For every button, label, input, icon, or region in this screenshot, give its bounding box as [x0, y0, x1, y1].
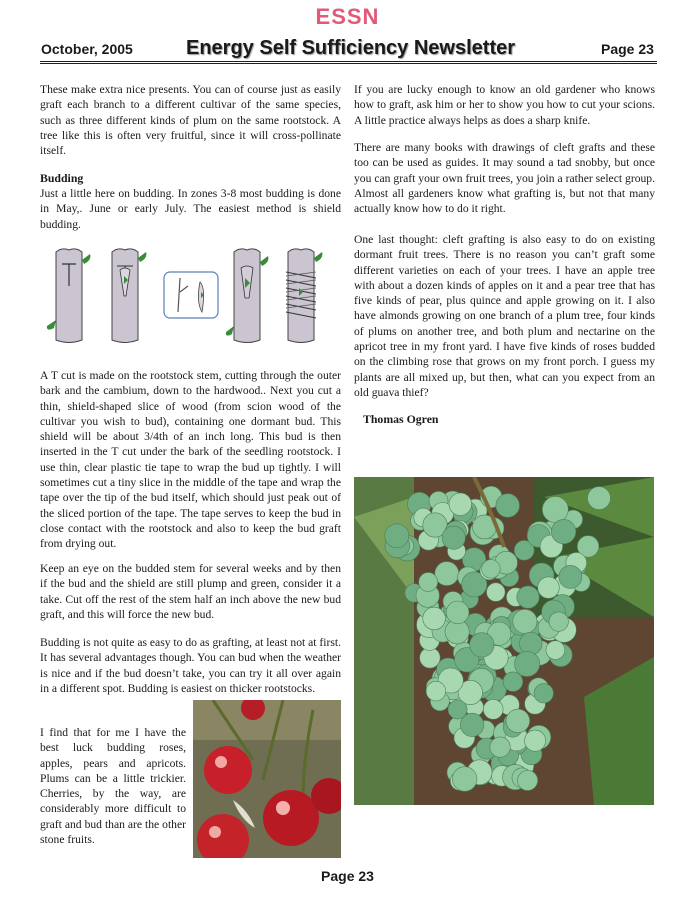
books-paragraph: There are many books with drawings of cleft grafts and these too can be used as guides. It may sound a tad snobby, but once you can graft your own fruit trees, you join a rather select group. Almost all gardeners know what grafting is, but not that many actually know how to do it right.: [354, 141, 655, 216]
stem-bud-in-bark: [226, 249, 269, 343]
stem-wrapped-tape: [286, 249, 322, 343]
best-luck-paragraph: I find that for me I have the best luck budding roses, apples, pears and apricots. Plums can be a little trickier. Cherries, by the way, are considerably more difficult to graft and bud than are the other stone fruits.: [40, 726, 186, 847]
old-gardener-paragraph: If you are lucky enough to know an old gardener who knows how to graft, ask him or her to show you how to cut your scions. A little practice always helps as does a sharp knife.: [354, 83, 655, 127]
essn-logo: ESSN: [315, 4, 380, 29]
budding-intro-paragraph: Just a little here on budding. In zones 3-8 most budding is done in May,. June or early July. The easiest method is shield budding.: [40, 187, 341, 231]
header-rule-bottom: [40, 63, 657, 64]
issue-date: October, 2005: [41, 41, 133, 57]
intro-paragraph: These make extra nice presents. You can of course just as easily graft each branch to a different cultivar of the same species, such as three different kinds of plum on the same rootstock. A tree like this is often very fruitful, since it will cross-pollinate itself.: [40, 83, 341, 158]
keep-eye-paragraph: Keep an eye on the budded stem for several weeks and by then if the bud and the shield are still plump and green, consider it a take. Cut off the rest of the stem half an inch above the new bud graft, and this will force the new bud.: [40, 562, 341, 621]
cherries-photo: [193, 700, 341, 858]
t-cut-paragraph: A T cut is made on the rootstock stem, cutting through the outer bark and the cambium, down to the hardwood.. Next you cut a thin, shield-shaped slice of wood (from scion wood of the cultivar you wish to bud), containing one dormant bud. This shield will be about 3/4th of an inch long. This bud is then inserted in the T cut under the bark of the seedling rootstock. I use thin, clear plastic tie tape to wrap the bud up tightly. I will sometimes cut a tiny slice in the middle of the tape and wrap the tape over the tip of the bud itself, which should just peak out of the sliced portion of the tape. The tape serves to keep the bud in close contact with the rootstock and also to keep the bud graft from drying out.: [40, 369, 341, 551]
header-page-number: Page 23: [601, 41, 654, 57]
last-thought-paragraph: One last thought: cleft grafting is also easy to do on existing dormant fruit trees. There is no reason you can’t graft some different varieties on each of your trees. I have an apple tree with about a dozen kinds of apples on it and a pear tree that has five kinds of pear, plus quince and apple growing on it. I also have almonds growing on one branch of a plum tree, four kinds of plums on another tree, and both plum and nectarine on the apricot tree in my front yard. I have five kinds of roses budded on the climbing rose that grows on my front porch. I guess my plants are all mixed up, but then, what can you expect from an old guava thief?: [354, 233, 655, 399]
shield-budding-illustration: [38, 242, 343, 354]
author-name: Thomas Ogren: [363, 412, 439, 426]
grapes-photo: [354, 477, 654, 805]
bud-shield-inset: [164, 272, 218, 318]
stem-shield-inserted: [112, 249, 146, 343]
footer-page-number: Page 23: [321, 868, 374, 884]
newsletter-title: Energy Self Sufficiency Newsletter: [186, 37, 516, 59]
stem-t-cut: [47, 249, 91, 343]
budding-heading: Budding: [40, 171, 84, 185]
budding-difficulty-paragraph: Budding is not quite as easy to do as grafting, at least not at first. It has several advantages though. You can bud when the weather is nice and if the bud doesn’t take, you can try it all over again in a different spot. Budding is easiest on thicker rootstocks.: [40, 636, 341, 695]
header-rule-top: [40, 61, 657, 62]
